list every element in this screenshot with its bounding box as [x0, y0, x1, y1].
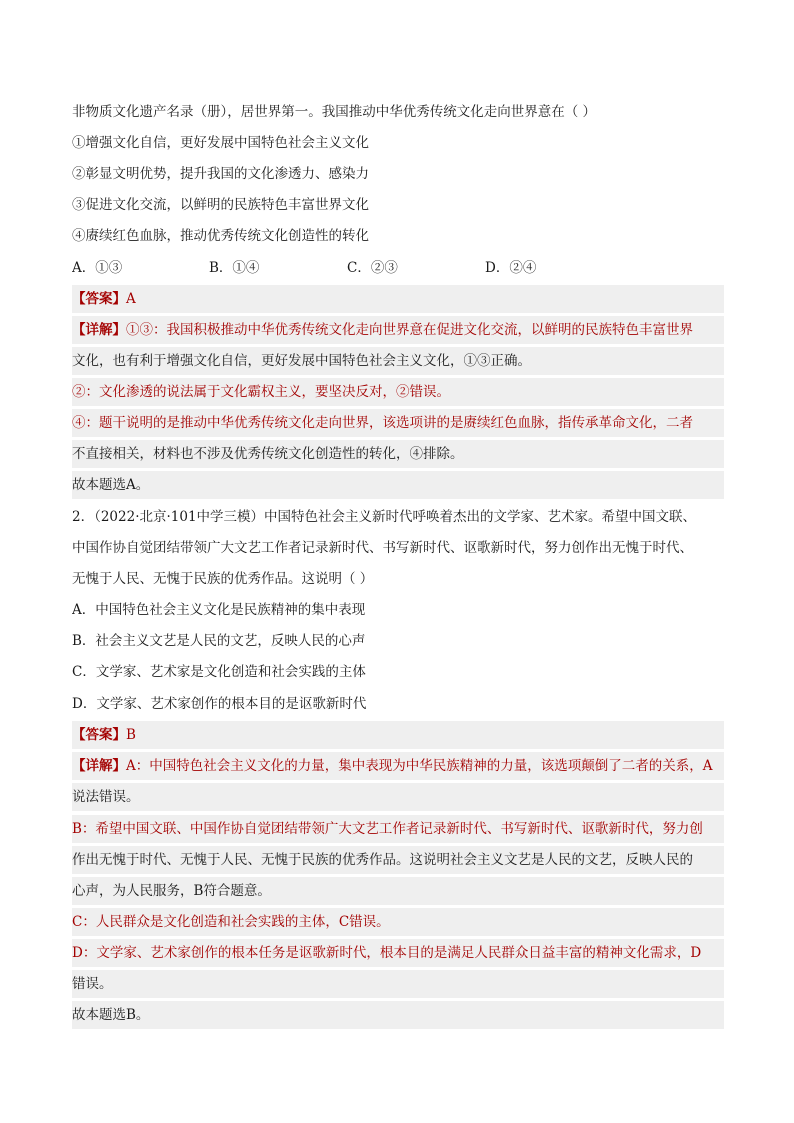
question-2-option-a: A．中国特色社会主义文化是民族精神的集中表现	[72, 602, 366, 618]
question-1-detail-line: 不直接相关，材料也不涉及优秀传统文化创造性的转化，④排除。	[72, 440, 724, 468]
answer-tag: 【答案】	[72, 727, 126, 743]
detail-tag: 【详解】	[72, 758, 126, 774]
detail-text: 文化，也有利于增强文化自信，更好发展中国特色社会主义文化，①③正确。	[72, 353, 531, 369]
answer-value: A	[126, 291, 136, 307]
answer-tag: 【答案】	[72, 291, 126, 307]
question-2-detail-line: D：文学家、艺术家创作的根本任务是讴歌新时代，根本目的是满足人民群众日益丰富的精神文化需求，D	[72, 939, 724, 967]
question-2-option-b: B．社会主义文艺是人民的文艺，反映人民的心声	[72, 633, 366, 649]
question-1-conclusion: 故本题选A。	[72, 471, 724, 499]
question-1-detail-line	[72, 347, 724, 375]
question-2-stem: 2．（2022·北京·101中学三模）中国特色社会主义新时代呼唤着杰出的文学家、艺术家。希望中国文联、	[72, 509, 697, 525]
question-2-stem: 无愧于人民、无愧于民族的优秀作品。这说明（ ）	[72, 571, 374, 587]
question-1-answer	[72, 285, 724, 313]
question-2-detail-line: 作出无愧于时代、无愧于人民、无愧于民族的优秀作品。这说明社会主义文艺是人民的文艺，反映人民的	[72, 846, 724, 874]
question-1-item: ②彰显文明优势，提升我国的文化渗透力、感染力	[72, 166, 369, 182]
detail-text: ①③：我国积极推动中华优秀传统文化走向世界意在促进文化交流，以鲜明的民族特色丰富世界	[126, 322, 693, 338]
question-2-stem: 中国作协自觉团结带领广大文艺工作者记录新时代、书写新时代、讴歌新时代，努力创作出无愧于时代、	[72, 540, 693, 556]
question-2-detail-line: 心声，为人民服务，B符合题意。	[72, 877, 724, 905]
question-2-answer	[72, 721, 724, 749]
question-2-detail-line	[72, 752, 724, 780]
question-2-detail-line: 说法错误。	[72, 783, 724, 811]
question-1-option-b: B．①④	[209, 260, 260, 276]
question-2-option-d: D．文学家、艺术家创作的根本目的是讴歌新时代	[72, 696, 367, 712]
question-1-item: ①增强文化自信，更好发展中国特色社会主义文化	[72, 135, 369, 151]
question-1-detail-line	[72, 316, 724, 344]
question-1-detail-line: ④：题干说明的是推动中华优秀传统文化走向世界，该选项讲的是赓续红色血脉，指传承革命文化，二者	[72, 409, 724, 437]
question-2-detail-line: 错误。	[72, 970, 724, 998]
question-2-option-c: C．文学家、艺术家是文化创造和社会实践的主体	[72, 664, 366, 680]
question-2-detail-line: C：人民群众是文化创造和社会实践的主体，C错误。	[72, 908, 724, 936]
question-1-option-a: A．①③	[72, 260, 123, 276]
detail-text: A：中国特色社会主义文化的力量，集中表现为中华民族精神的力量，该选项颠倒了二者的关系，A	[126, 758, 713, 774]
question-2-conclusion: 故本题选B。	[72, 1001, 724, 1029]
answer-value: B	[126, 727, 136, 743]
question-1-option-d: D．②④	[485, 260, 537, 276]
question-1-detail-line: ②：文化渗透的说法属于文化霸权主义，要坚决反对，②错误。	[72, 378, 724, 406]
question-1-item: ③促进文化交流，以鲜明的民族特色丰富世界文化	[72, 197, 369, 213]
question-1-options	[72, 254, 724, 282]
question-1-option-c: C．②③	[347, 260, 398, 276]
question-1-item: ④赓续红色血脉，推动优秀传统文化创造性的转化	[72, 228, 369, 244]
question-2-detail-line: B：希望中国文联、中国作协自觉团结带领广大文艺工作者记录新时代、书写新时代、讴歌新时代，努力创	[72, 815, 724, 843]
question-1-stem: 非物质文化遗产名录（册），居世界第一。我国推动中华优秀传统文化走向世界意在（ ）	[72, 104, 597, 120]
detail-tag: 【详解】	[72, 322, 126, 338]
